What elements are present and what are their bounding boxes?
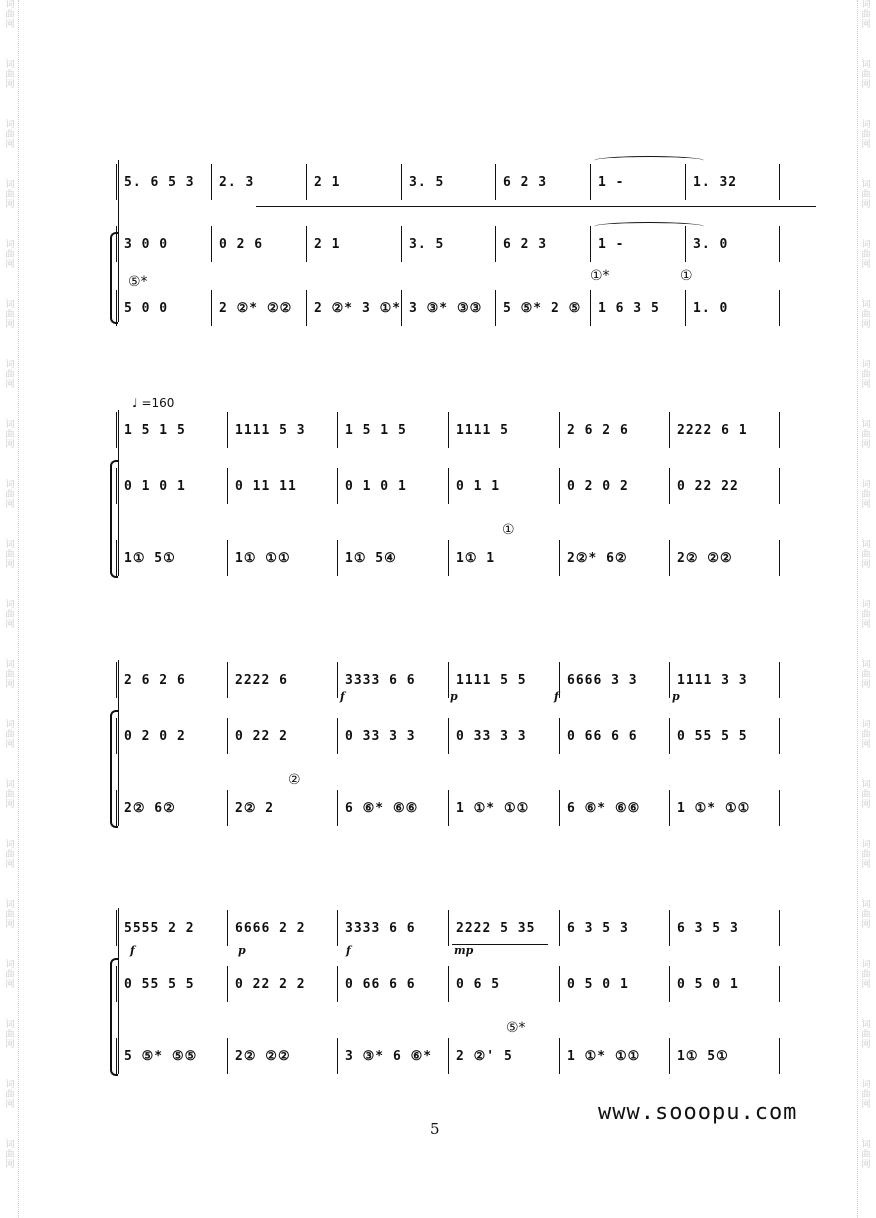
long-tie	[256, 206, 816, 207]
measure: 1 -	[598, 174, 625, 190]
watermark-char: 词	[5, 60, 15, 70]
watermark-char: 词	[861, 60, 871, 70]
watermark-char: 网	[5, 920, 15, 930]
measure: 3 ③* 6 ⑥*	[345, 1048, 433, 1064]
barline	[779, 412, 780, 448]
measure: 2 ②* ②②	[219, 300, 293, 316]
barline	[779, 468, 780, 504]
watermark-char: 曲	[5, 790, 15, 800]
measure: 2 6 2 6	[124, 672, 186, 688]
watermark-char: 词	[861, 720, 871, 730]
measure: 0 55 5 5	[677, 728, 748, 744]
staff-top	[116, 660, 780, 700]
watermark-char: 曲	[861, 1090, 871, 1100]
measure: 0 66 6 6	[567, 728, 638, 744]
watermark-char: 曲	[861, 370, 871, 380]
measure: 2222 6	[235, 672, 288, 688]
watermark-char: 曲	[861, 70, 871, 80]
watermark-char: 词	[861, 360, 871, 370]
watermark-left	[2, 0, 19, 1218]
measure: 2222 5 35	[456, 920, 536, 936]
staff-top	[116, 162, 780, 202]
staff-bottom	[116, 288, 780, 328]
measure: 3. 0	[693, 236, 729, 252]
watermark-char: 网	[861, 980, 871, 990]
watermark-char: 词	[5, 240, 15, 250]
measure: 1111 5	[456, 422, 509, 438]
measure: 2② ②②	[677, 550, 733, 566]
barline	[779, 226, 780, 262]
staff-top	[116, 908, 780, 948]
watermark-char: 网	[861, 740, 871, 750]
watermark-char: 网	[5, 980, 15, 990]
measure: 6 3 5 3	[677, 920, 739, 936]
measure: 6 2 3	[503, 174, 548, 190]
staff-bottom	[116, 788, 780, 828]
watermark-char: 曲	[861, 430, 871, 440]
watermark-char: 词	[5, 420, 15, 430]
measure: 0 33 3 3	[345, 728, 416, 744]
watermark-char: 网	[5, 500, 15, 510]
watermark-char: 曲	[5, 670, 15, 680]
measure: 0 5 0 1	[677, 976, 739, 992]
watermark-char: 词	[861, 780, 871, 790]
watermark-char: 词	[5, 780, 15, 790]
measure: 3333 6 6	[345, 920, 416, 936]
watermark-char: 网	[861, 380, 871, 390]
watermark-char: 曲	[861, 1030, 871, 1040]
watermark-char: 曲	[5, 130, 15, 140]
measure: 0 22 2 2	[235, 976, 306, 992]
measure: 0 6 5	[456, 976, 501, 992]
watermark-char: 网	[5, 860, 15, 870]
measure: 6 ⑥* ⑥⑥	[345, 800, 419, 816]
staff-bottom	[116, 538, 780, 578]
watermark-char: 曲	[861, 670, 871, 680]
measure: 1 ①* ①①	[456, 800, 530, 816]
watermark-char: 网	[861, 1100, 871, 1110]
staff-middle	[116, 964, 780, 1004]
watermark-char: 网	[5, 140, 15, 150]
measure: 2② ②②	[235, 1048, 291, 1064]
measure: 0 1 1	[456, 478, 501, 494]
watermark-char: 曲	[5, 1030, 15, 1040]
barline	[779, 540, 780, 576]
watermark-char: 网	[861, 800, 871, 810]
measure: 0 2 0 2	[124, 728, 186, 744]
barline	[779, 910, 780, 946]
watermark-char: 词	[5, 960, 15, 970]
measure: 1111 5 3	[235, 422, 306, 438]
watermark-char: 网	[5, 620, 15, 630]
watermark-char: 曲	[861, 730, 871, 740]
watermark-char: 词	[5, 840, 15, 850]
score-system-4	[116, 908, 780, 1078]
watermark-char: 网	[5, 20, 15, 30]
measure: 2 1	[314, 174, 341, 190]
watermark-char: 网	[861, 920, 871, 930]
watermark-char: 网	[5, 80, 15, 90]
measure: 0 5 0 1	[567, 976, 629, 992]
measure: 2. 3	[219, 174, 255, 190]
dynamic-mark: p	[238, 944, 246, 957]
measure: 6 ⑥* ⑥⑥	[567, 800, 641, 816]
watermark-char: 曲	[861, 310, 871, 320]
watermark-char: 曲	[5, 610, 15, 620]
measure: 0 66 6 6	[345, 976, 416, 992]
watermark-char: 网	[5, 320, 15, 330]
watermark-char: 词	[861, 960, 871, 970]
watermark-char: 曲	[861, 850, 871, 860]
watermark-char: 词	[5, 120, 15, 130]
watermark-char: 曲	[861, 1150, 871, 1160]
measure: 2② 6②	[124, 800, 176, 816]
watermark-char: 网	[861, 560, 871, 570]
measure: 2 ②' 5	[456, 1048, 513, 1064]
watermark-char: 词	[5, 180, 15, 190]
watermark-char: 词	[5, 600, 15, 610]
barline	[779, 662, 780, 698]
measure: 1① 5④	[345, 550, 397, 566]
tempo-mark: ♩ =160	[132, 396, 175, 410]
measure: 3. 5	[409, 236, 445, 252]
watermark-char: 网	[5, 1160, 15, 1170]
measure: 5. 6 5 3	[124, 174, 195, 190]
measure: 0 55 5 5	[124, 976, 195, 992]
measure: 5 0 0	[124, 300, 169, 316]
watermark-char: 曲	[861, 10, 871, 20]
watermark-char: 网	[861, 200, 871, 210]
dynamic-mark: f	[346, 944, 351, 957]
dynamic-mark: p	[450, 690, 458, 703]
watermark-char: 曲	[5, 310, 15, 320]
dynamic-mark: mp	[454, 944, 474, 957]
string-mark: ①	[502, 522, 515, 538]
measure: 0 1 0 1	[124, 478, 186, 494]
watermark-char: 词	[5, 0, 15, 10]
measure: 0 2 0 2	[567, 478, 629, 494]
measure: 3. 5	[409, 174, 445, 190]
watermark-char: 词	[5, 540, 15, 550]
watermark-char: 词	[861, 0, 871, 10]
watermark-char: 曲	[5, 430, 15, 440]
barline	[779, 1038, 780, 1074]
watermark-char: 词	[861, 660, 871, 670]
score-system-1	[116, 160, 780, 330]
watermark-char: 曲	[5, 730, 15, 740]
page-number: 5	[430, 1120, 440, 1138]
watermark-char: 词	[861, 900, 871, 910]
barline	[779, 790, 780, 826]
measure: 6 3 5 3	[567, 920, 629, 936]
measure: 1 -	[598, 236, 625, 252]
measure: 6 2 3	[503, 236, 548, 252]
watermark-char: 曲	[5, 370, 15, 380]
measure: 1 5 1 5	[345, 422, 407, 438]
measure: 1 ①* ①①	[567, 1048, 641, 1064]
watermark-char: 词	[861, 540, 871, 550]
watermark-char: 词	[861, 420, 871, 430]
barline	[779, 966, 780, 1002]
measure: 2 1	[314, 236, 341, 252]
measure: 2②* 6②	[567, 550, 628, 566]
watermark-char: 词	[5, 660, 15, 670]
watermark-char: 曲	[5, 1090, 15, 1100]
watermark-char: 词	[5, 1080, 15, 1090]
watermark-char: 词	[5, 480, 15, 490]
staff-top	[116, 410, 780, 450]
dynamic-mark: f	[340, 690, 345, 703]
measure: 3 ③* ③③	[409, 300, 483, 316]
watermark-char: 网	[861, 140, 871, 150]
dynamic-mark: p	[672, 690, 680, 703]
dynamic-mark: f	[130, 944, 135, 957]
measure: 2222 6 1	[677, 422, 748, 438]
watermark-char: 词	[861, 240, 871, 250]
measure: 0 1 0 1	[345, 478, 407, 494]
watermark-char: 曲	[861, 550, 871, 560]
staff-middle	[116, 466, 780, 506]
measure: 0 22 22	[677, 478, 739, 494]
watermark-char: 网	[861, 1040, 871, 1050]
watermark-char: 网	[5, 680, 15, 690]
measure: 1① ①①	[235, 550, 291, 566]
measure: 0 33 3 3	[456, 728, 527, 744]
measure: 1 6 3 5	[598, 300, 660, 316]
watermark-char: 曲	[861, 250, 871, 260]
measure: 1① 5①	[677, 1048, 729, 1064]
watermark-char: 网	[861, 320, 871, 330]
watermark-char: 曲	[5, 10, 15, 20]
staff-middle	[116, 716, 780, 756]
watermark-char: 网	[861, 80, 871, 90]
measure: 2② 2	[235, 800, 275, 816]
measure: 6666 3 3	[567, 672, 638, 688]
watermark-char: 曲	[861, 610, 871, 620]
measure: 1 5 1 5	[124, 422, 186, 438]
watermark-char: 曲	[5, 850, 15, 860]
watermark-char: 曲	[5, 550, 15, 560]
watermark-char: 词	[861, 300, 871, 310]
watermark-char: 网	[5, 740, 15, 750]
measure: 0 11 11	[235, 478, 297, 494]
watermark-char: 网	[5, 440, 15, 450]
watermark-char: 词	[5, 1140, 15, 1150]
watermark-char: 曲	[5, 1150, 15, 1160]
measure: 2 6 2 6	[567, 422, 629, 438]
barline	[779, 718, 780, 754]
watermark-char: 词	[861, 840, 871, 850]
watermark-char: 曲	[5, 490, 15, 500]
string-mark: ①	[680, 268, 693, 284]
watermark-char: 曲	[861, 970, 871, 980]
staff-bottom	[116, 1036, 780, 1076]
measure: 1. 0	[693, 300, 729, 316]
watermark-char: 网	[5, 260, 15, 270]
site-url: www.sooopu.com	[598, 1100, 798, 1125]
watermark-char: 词	[5, 360, 15, 370]
watermark-char: 词	[861, 1080, 871, 1090]
measure: 1① 1	[456, 550, 496, 566]
staff-middle	[116, 224, 780, 264]
measure: 0 22 2	[235, 728, 288, 744]
watermark-char: 网	[861, 20, 871, 30]
watermark-char: 网	[5, 800, 15, 810]
barline	[779, 290, 780, 326]
measure: 3333 6 6	[345, 672, 416, 688]
string-mark: ②	[288, 772, 301, 788]
measure: 1 ①* ①①	[677, 800, 751, 816]
watermark-char: 网	[5, 1040, 15, 1050]
watermark-char: 曲	[861, 130, 871, 140]
watermark-char: 网	[5, 1100, 15, 1110]
watermark-char: 词	[861, 600, 871, 610]
watermark-char: 网	[5, 380, 15, 390]
watermark-char: 词	[861, 120, 871, 130]
barline	[779, 164, 780, 200]
measure: 5555 2 2	[124, 920, 195, 936]
watermark-char: 词	[861, 1140, 871, 1150]
string-mark: ①*	[590, 268, 610, 284]
watermark-char: 网	[861, 1160, 871, 1170]
watermark-char: 曲	[861, 190, 871, 200]
dynamic-mark: f	[554, 690, 559, 703]
watermark-char: 曲	[5, 970, 15, 980]
watermark-char: 网	[5, 560, 15, 570]
watermark-char: 曲	[861, 490, 871, 500]
watermark-char: 词	[861, 1020, 871, 1030]
watermark-char: 词	[5, 720, 15, 730]
measure: 5 ⑤* 2 ⑤	[503, 300, 582, 316]
watermark-char: 曲	[5, 250, 15, 260]
watermark-char: 曲	[5, 70, 15, 80]
measure: 1111 5 5	[456, 672, 527, 688]
watermark-char: 网	[861, 680, 871, 690]
watermark-char: 曲	[861, 790, 871, 800]
measure: 1. 32	[693, 174, 738, 190]
watermark-char: 曲	[5, 910, 15, 920]
measure: 6666 2 2	[235, 920, 306, 936]
measure: 1111 3 3	[677, 672, 748, 688]
measure: 0 2 6	[219, 236, 264, 252]
watermark-char: 网	[5, 200, 15, 210]
watermark-right	[857, 0, 874, 1218]
watermark-char: 曲	[861, 910, 871, 920]
watermark-char: 词	[861, 480, 871, 490]
score-system-2	[116, 410, 780, 580]
measure: 5 ⑤* ⑤⑤	[124, 1048, 198, 1064]
watermark-char: 网	[861, 620, 871, 630]
watermark-char: 词	[5, 1020, 15, 1030]
watermark-char: 词	[5, 300, 15, 310]
watermark-char: 曲	[5, 190, 15, 200]
string-mark: ⑤*	[506, 1020, 526, 1036]
measure: 3 0 0	[124, 236, 169, 252]
string-mark: ⑤*	[128, 274, 148, 290]
watermark-char: 词	[5, 900, 15, 910]
score-system-3	[116, 660, 780, 830]
watermark-char: 网	[861, 500, 871, 510]
watermark-char: 网	[861, 860, 871, 870]
watermark-char: 网	[861, 260, 871, 270]
watermark-char: 词	[861, 180, 871, 190]
measure: 1① 5①	[124, 550, 176, 566]
watermark-char: 网	[861, 440, 871, 450]
measure: 2 ②* 3 ①*	[314, 300, 402, 316]
